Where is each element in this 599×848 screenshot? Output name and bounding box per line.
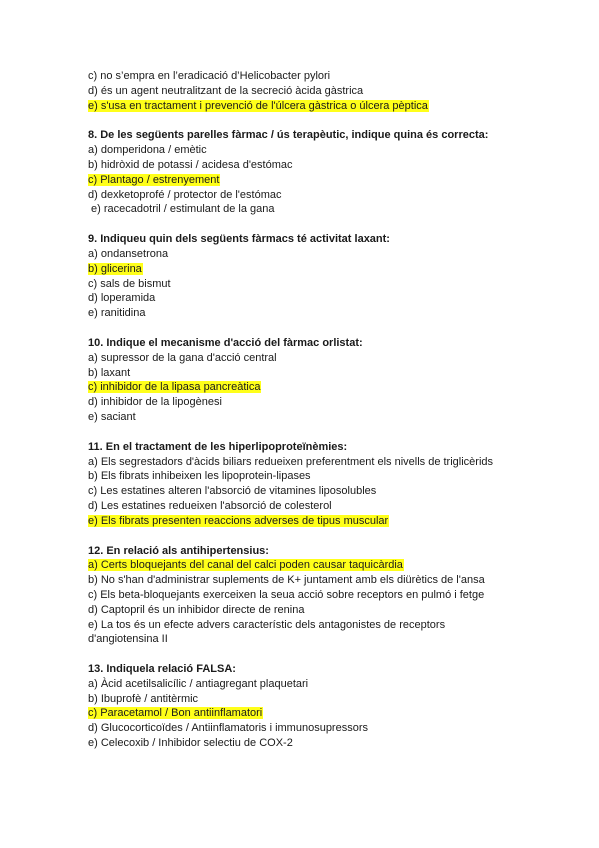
- highlighted-answer: e) s'usa en tractament i prevenció de l'úlcera gàstrica o úlcera pèptica: [88, 99, 428, 112]
- option-text: e) racecadotril / estimulant de la gana: [88, 203, 275, 216]
- option-line: [88, 706, 568, 721]
- option-line: [88, 366, 568, 381]
- option-line: [88, 262, 568, 277]
- option-line: [88, 721, 568, 736]
- highlighted-answer: c) Paracetamol / Bon antiinflamatori: [88, 707, 263, 720]
- option-line: [88, 143, 568, 158]
- option-line: [88, 514, 568, 529]
- option-line: [88, 677, 568, 692]
- option-line: [88, 84, 568, 99]
- option-line: [88, 69, 568, 84]
- option-line: [88, 558, 568, 573]
- option-line: [88, 455, 568, 470]
- option-text: e) Celecoxib / Inhibidor selectiu de COX-2: [88, 737, 293, 750]
- previous-question-continuation: [88, 69, 568, 113]
- question-12: [88, 544, 568, 648]
- option-text: e) La tos és un efecte advers característic dels antagonistes de receptors: [88, 618, 446, 631]
- document-page: [88, 69, 568, 751]
- highlighted-answer: a) Certs bloquejants del canal del calci poden causar taquicàrdia: [88, 559, 403, 572]
- option-line: [88, 158, 568, 173]
- question-11: [88, 440, 568, 529]
- option-text: b) hidròxid de potassi / acidesa d'estómac: [88, 158, 293, 171]
- highlighted-answer: e) Els fibrats presenten reaccions adverses de tipus muscular: [88, 514, 389, 527]
- option-line: [88, 499, 568, 514]
- option-line: [88, 99, 568, 114]
- option-line: [88, 618, 568, 633]
- option-text: c) sals de bismut: [88, 277, 171, 290]
- option-text: b) No s'han d'administrar suplements de K+ juntament amb els diürètics de l'ansa: [88, 574, 485, 587]
- question-title: 12. En relació als antihipertensius:: [88, 544, 269, 557]
- option-line: [88, 410, 568, 425]
- option-line: [88, 588, 568, 603]
- option-line: [88, 484, 568, 499]
- option-text: a) supressor de la gana d'acció central: [88, 351, 277, 364]
- option-text: e) saciant: [88, 410, 136, 423]
- highlighted-answer: c) Plantago / estrenyement: [88, 173, 220, 186]
- option-text: a) ondansetrona: [88, 247, 169, 260]
- option-line: [88, 247, 568, 262]
- question-9: [88, 232, 568, 321]
- option-text: b) Els fibrats inhibeixen les lipoprotein-lipases: [88, 470, 311, 483]
- question-title: 10. Indique el mecanisme d'acció del fàrmac orlistat:: [88, 336, 363, 349]
- option-text: b) laxant: [88, 366, 131, 379]
- option-text: d) loperamida: [88, 292, 156, 305]
- question-title: 11. En el tractament de les hiperlipoproteïnèmies:: [88, 440, 348, 453]
- option-text: a) domperidona / emètic: [88, 144, 207, 157]
- option-line: [88, 573, 568, 588]
- option-line: [88, 351, 568, 366]
- option-line: [88, 173, 568, 188]
- highlighted-answer: c) inhibidor de la lipasa pancreàtica: [88, 381, 261, 394]
- option-text: c) Els beta-bloquejants exerceixen la seua acció sobre receptors en pulmó i fetge: [88, 588, 485, 601]
- option-text: a) Àcid acetilsalicílic / antiagregant plaquetari: [88, 677, 309, 690]
- highlighted-answer: b) glicerina: [88, 262, 142, 275]
- option-text: d) Glucocorticoïdes / Antiinflamatoris i immunosupressors: [88, 722, 368, 735]
- option-text: e) ranitidina: [88, 307, 146, 320]
- option-line: [88, 736, 568, 751]
- option-line: [88, 291, 568, 306]
- option-text: c) Les estatines alteren l'absorció de vitamines liposolubles: [88, 485, 377, 498]
- option-text: a) Els segrestadors d'àcids biliars redueixen preferentment els nivells de triglicèrids: [88, 455, 494, 468]
- option-text: d) dexketoprofé / protector de l'estómac: [88, 188, 282, 201]
- option-text: d) inhibidor de la lipogènesi: [88, 396, 222, 409]
- option-line: [88, 380, 568, 395]
- option-text: c) no s’empra en l’eradicació d’Helicobacter pylori: [88, 70, 331, 82]
- option-line: [88, 603, 568, 618]
- option-text: d) és un agent neutralitzant de la secreció àcida gàstrica: [88, 84, 364, 97]
- question-title: 13. Indiquela relació FALSA:: [88, 663, 236, 676]
- option-line: [88, 306, 568, 321]
- question-title: 8. De les següents parelles fàrmac / ús terapèutic, indique quina és correcta:: [88, 129, 489, 142]
- option-line: [88, 469, 568, 484]
- option-line: [88, 188, 568, 203]
- option-text: d) Les estatines redueixen l'absorció de colesterol: [88, 499, 332, 512]
- question-title: 9. Indiqueu quin dels següents fàrmacs té activitat laxant:: [88, 233, 390, 246]
- option-line: [88, 692, 568, 707]
- question-10: [88, 336, 568, 425]
- option-line: [88, 632, 568, 647]
- option-line: [88, 202, 568, 217]
- option-line: [88, 395, 568, 410]
- option-text: d'angiotensina II: [88, 633, 168, 646]
- question-13: [88, 662, 568, 751]
- option-text: b) Ibuprofè / antitèrmic: [88, 692, 199, 705]
- option-line: [88, 277, 568, 292]
- option-text: d) Captopril és un inhibidor directe de renina: [88, 603, 305, 616]
- question-8: [88, 128, 568, 217]
